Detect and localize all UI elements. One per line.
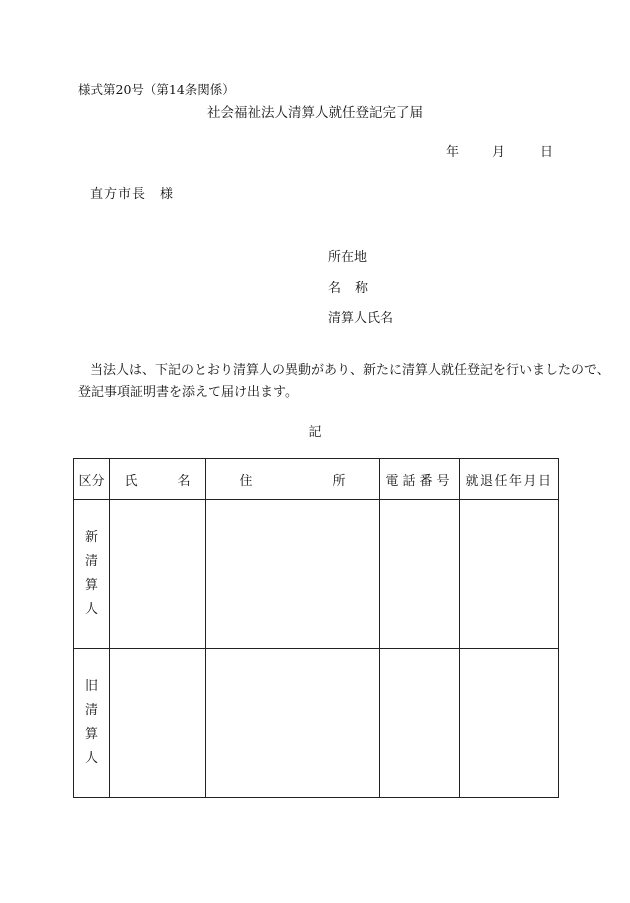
cell-new-phone[interactable] [380,500,460,649]
table-row-old [74,649,559,798]
liquidator-table [73,458,559,798]
cell-old-phone[interactable] [380,649,460,798]
cell-new-address[interactable] [206,500,380,649]
category-old-liquidator: 旧 清 算 人 [74,649,110,798]
category-new-liquidator: 新 清 算 人 [74,500,110,649]
applicant-address-label: 所在地 [328,250,368,265]
ki-label: 記 [308,425,322,440]
cell-new-date[interactable] [460,500,559,649]
header-name: 氏 名 [110,459,206,500]
body-text-line-1: 当法人は、下記のとおり清算人の異動があり、新たに清算人就任登記を行いましたので、 [90,363,610,378]
addressee: 直方市長 様 [90,187,175,202]
cell-new-name[interactable] [110,500,206,649]
date-year-label: 年 [446,145,460,160]
header-date: 就退任年月日 [460,459,559,500]
form-number: 様式第20号（第14条関係） [78,82,235,97]
header-address: 住 所 [206,459,380,500]
header-category: 区分 [74,459,110,500]
cell-old-address[interactable] [206,649,380,798]
body-text-line-2: 登記事項証明書を添えて届け出ます。 [78,385,298,400]
applicant-name-label: 名称 [328,281,383,296]
applicant-liquidator-label: 清算人氏名 [328,311,394,326]
date-day-label: 日 [540,145,554,160]
cell-old-name[interactable] [110,649,206,798]
table-row-new [74,500,559,649]
table-header-row [74,459,559,500]
date-month-label: 月 [492,145,506,160]
document-title: 社会福祉法人清算人就任登記完了届 [207,105,423,121]
cell-old-date[interactable] [460,649,559,798]
header-phone: 電話番号 [380,459,460,500]
